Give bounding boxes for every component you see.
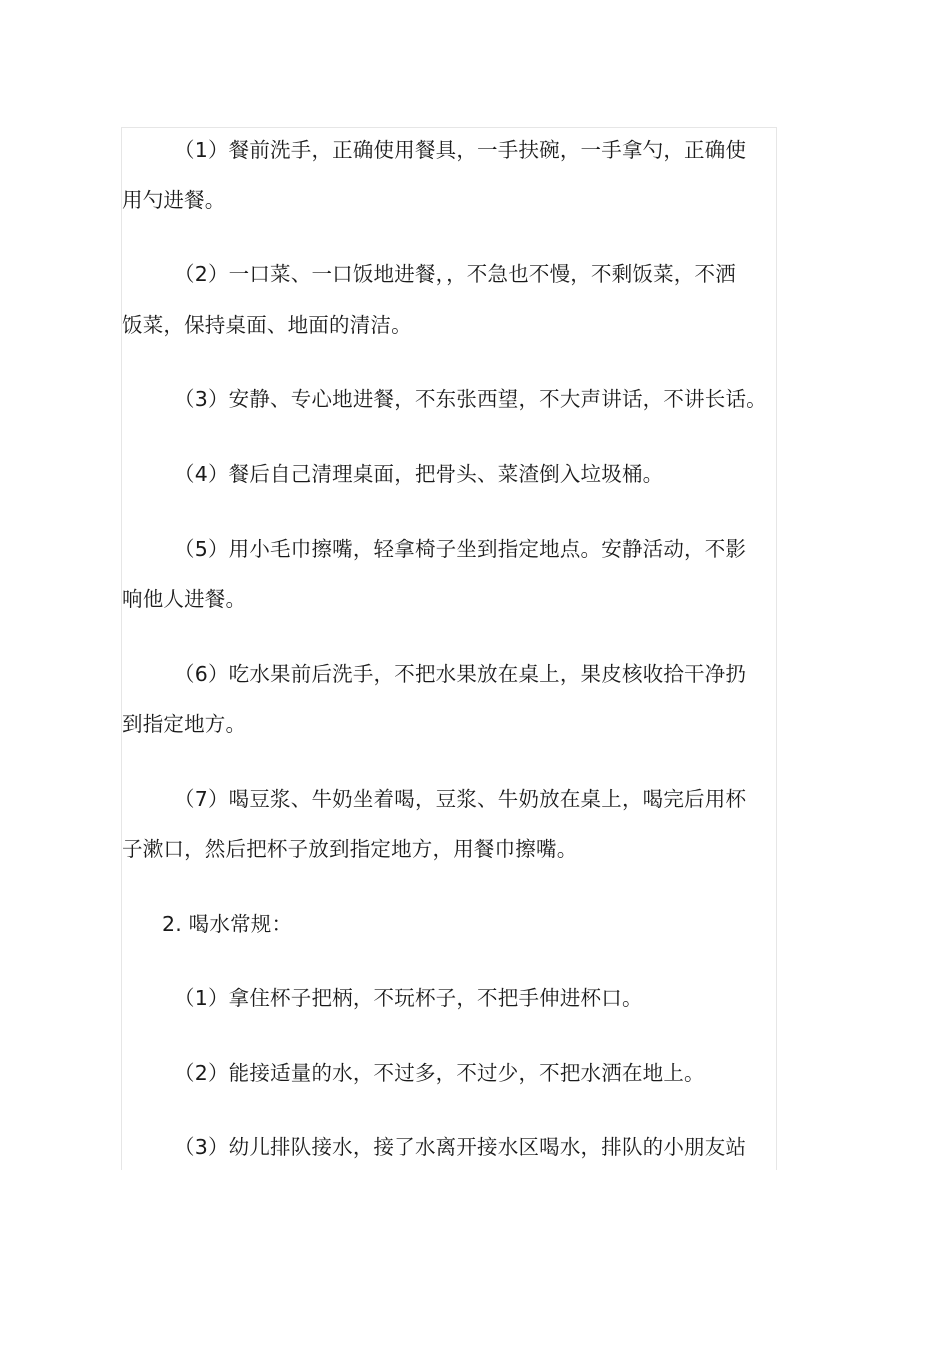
paragraph-line: （5）用小毛巾擦嘴，轻拿椅子坐到指定地点。安静活动，不影 xyxy=(174,537,747,561)
paragraph-line: 子漱口，然后把杯子放到指定地方，用餐巾擦嘴。 xyxy=(122,837,578,861)
paragraph-line: （7）喝豆浆、牛奶坐着喝，豆浆、牛奶放在桌上，喝完后用杯 xyxy=(174,787,747,811)
paragraph-line: （4）餐后自己清理桌面，把骨头、菜渣倒入垃圾桶。 xyxy=(174,462,664,486)
paragraph-line: （3）安静、专心地进餐，不东张西望，不大声讲话，不讲长话。 xyxy=(174,387,767,411)
paragraph-line: （6）吃水果前后洗手，不把水果放在桌上，果皮核收拾干净扔 xyxy=(174,662,747,686)
paragraph-line: （1）拿住杯子把柄，不玩杯子，不把手伸进杯口。 xyxy=(174,986,643,1010)
paragraph-line: 响他人进餐。 xyxy=(122,587,247,611)
paragraph-line: （3）幼儿排队接水，接了水离开接水区喝水，排队的小朋友站 xyxy=(174,1135,747,1159)
section-heading: 2. 喝水常规： xyxy=(162,912,293,936)
paragraph-line: 饭菜，保持桌面、地面的清洁。 xyxy=(122,313,412,337)
paragraph-line: （2）一口菜、一口饭地进餐，，不急也不慢，不剩饭菜，不洒 xyxy=(174,262,736,286)
paragraph-line: （2）能接适量的水，不过多，不过少，不把水洒在地上。 xyxy=(174,1061,705,1085)
paragraph-line: （1）餐前洗手，正确使用餐具，一手扶碗，一手拿勺，正确使 xyxy=(174,138,747,162)
paragraph-line: 用勺进餐。 xyxy=(122,188,226,212)
paragraph-line: 到指定地方。 xyxy=(122,712,247,736)
